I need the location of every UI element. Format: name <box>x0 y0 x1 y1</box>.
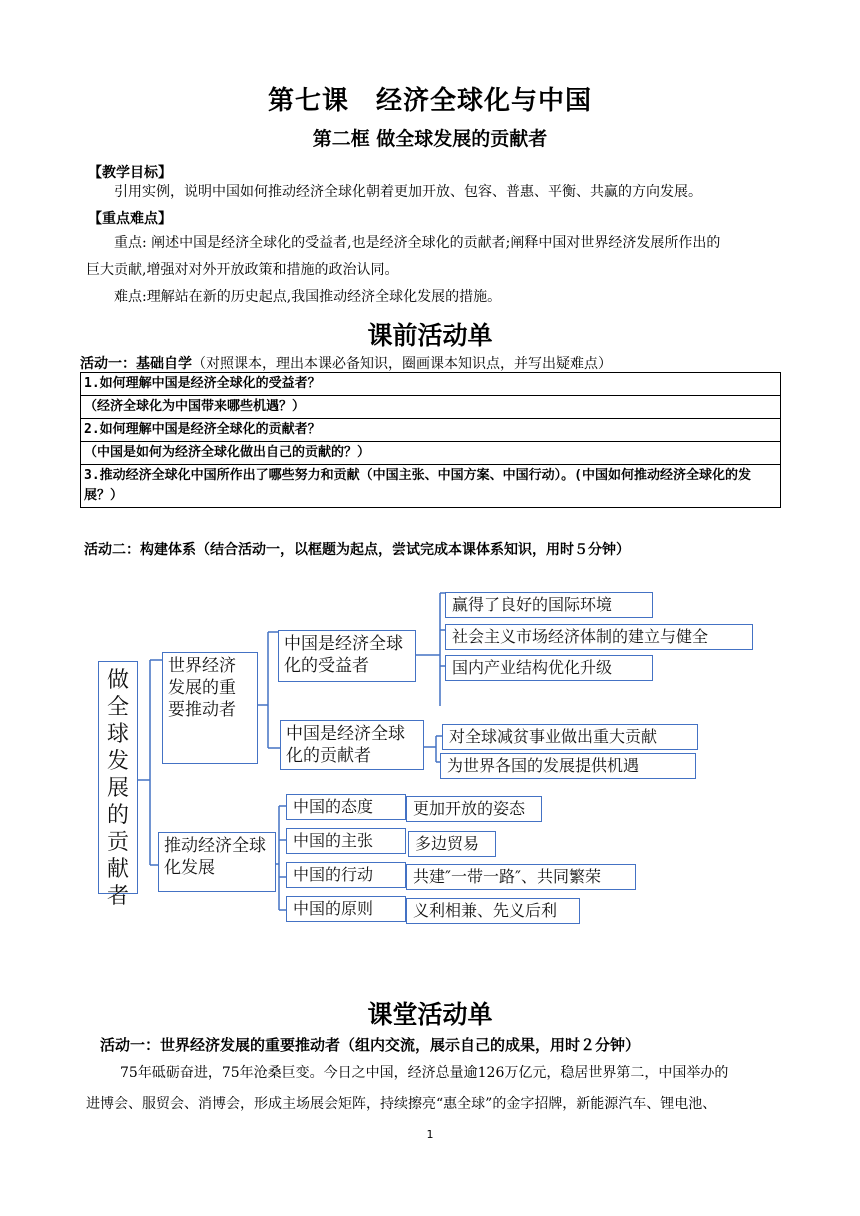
mindmap-branch1: 世界经济发展的重要推动者 <box>162 652 258 764</box>
mindmap-branch2-label: 中国的主张 <box>286 828 406 854</box>
mindmap-sub1-item: 赢得了良好的国际环境 <box>445 592 653 618</box>
page-subtitle: 第二框 做全球发展的贡献者 <box>312 128 548 150</box>
mindmap-branch2-value: 义利相兼、先义后利 <box>406 898 580 924</box>
in-activity1 <box>100 1034 640 1055</box>
question-row: 3.推动经济全球化中国所作出了哪些努力和贡献（中国主张、中国方案、中国行动）。(中国如何推动经济全球化的发展？） <box>81 465 781 508</box>
pre-activity1-note: （对照课本，理出本课必备知识，圈画课本知识点，并写出疑难点） <box>192 356 612 372</box>
key-points-heading: 【重点难点】 <box>88 211 172 227</box>
mindmap-branch2-value: 多边贸易 <box>408 831 496 857</box>
mindmap-sub2-item: 对全球减贫事业做出重大贡献 <box>442 724 698 750</box>
question-row: （经济全球化为中国带来哪些机遇？） <box>81 396 781 419</box>
in-class-heading: 课堂活动单 <box>367 1000 493 1029</box>
pre-activity2-title: 活动二：构建体系 <box>84 542 196 558</box>
difficult-point: 难点:理解站在新的历史起点,我国推动经济全球化发展的措施。 <box>114 289 502 305</box>
mindmap-branch2-label: 中国的行动 <box>286 862 406 888</box>
mindmap-branch1-sub2: 中国是经济全球化的贡献者 <box>280 720 424 770</box>
in-class-para-line1: 75年砥砺奋进，75年沧桑巨变。今日之中国，经济总量逾126万亿元，稳居世界第二，中国举办的 <box>120 1065 729 1081</box>
mindmap-sub2-item: 为世界各国的发展提供机遇 <box>440 753 696 779</box>
mindmap-sub1-item: 国内产业结构优化升级 <box>445 655 653 681</box>
pre-activity2-note: （结合活动一，以框题为起点，尝试完成本课体系知识，用时５分钟） <box>196 542 630 558</box>
key-point-line1: 重点: 阐述中国是经济全球化的受益者,也是经济全球化的贡献者;阐释中国对世界经济发展所作出的 <box>114 235 721 251</box>
in-activity1-note: （组内交流，展示自己的成果，用时２分钟） <box>340 1036 641 1054</box>
mindmap-branch2-label: 中国的原则 <box>286 896 406 922</box>
mindmap-sub1-item: 社会主义市场经济体制的建立与健全 <box>445 624 753 650</box>
mindmap-branch2: 推动经济全球化发展 <box>158 832 276 892</box>
mindmap-branch2-label: 中国的态度 <box>286 794 406 820</box>
goals-text: 引用实例，说明中国如何推动经济全球化朝着更加开放、包容、普惠、平衡、共赢的方向发展。 <box>114 184 702 200</box>
mindmap-branch2-value: 共建″一带一路″、共同繁荣 <box>406 864 636 890</box>
page-number: 1 <box>426 1128 434 1141</box>
pre-activity1-title: 活动一：基础自学 <box>80 356 192 372</box>
question-row: 2.如何理解中国是经济全球化的贡献者？ <box>81 419 781 442</box>
pre-class-heading: 课前活动单 <box>367 321 493 350</box>
in-activity1-title: 活动一：世界经济发展的重要推动者 <box>100 1036 341 1054</box>
in-class-para-line2: 进博会、服贸会、消博会，形成主场展会矩阵，持续擦亮“惠全球”的金字招牌，新能源汽车、锂电池、 <box>86 1096 717 1112</box>
mindmap-branch2-value: 更加开放的姿态 <box>406 796 542 822</box>
question-row: 1.如何理解中国是经济全球化的受益者？ <box>81 373 781 396</box>
key-point-line2: 巨大贡献,增强对对外开放政策和措施的政治认同。 <box>86 262 399 278</box>
page-title: 第七课 经济全球化与中国 <box>267 86 592 116</box>
mindmap-branch1-sub1: 中国是经济全球化的受益者 <box>278 630 416 682</box>
goals-heading: 【教学目标】 <box>88 165 172 181</box>
mindmap-root: 做全球发展的贡献者 <box>98 661 138 894</box>
question-row: （中国是如何为经济全球化做出自己的贡献的？） <box>81 442 781 465</box>
